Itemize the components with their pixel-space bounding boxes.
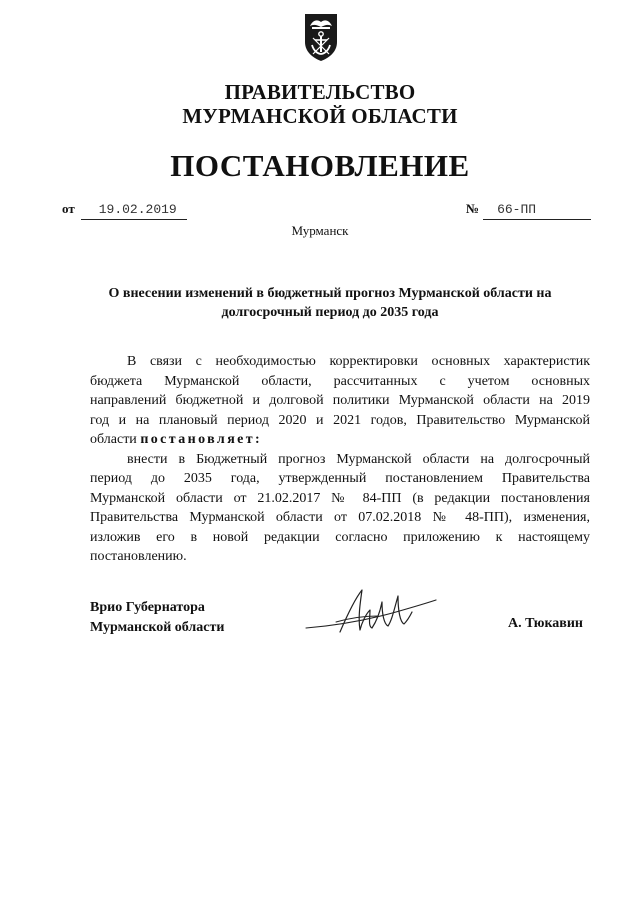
authority-line-1: ПРАВИТЕЛЬСТВО <box>224 80 416 104</box>
body-line: внести в Бюджетный прогноз Мурманской области на долгосрочный <box>127 451 590 467</box>
authority-line-2: МУРМАНСКОЙ ОБЛАСТИ <box>182 104 458 128</box>
body-line <box>90 430 590 450</box>
body-line: В связи с необходимостью корректировки основных характеристик <box>127 354 590 369</box>
murmansk-coat-of-arms-icon <box>303 12 339 62</box>
title-line-1: О внесении изменений в бюджетный прогноз Мурманской области на <box>108 286 552 301</box>
document-title <box>90 284 570 322</box>
body-line: направлений бюджетной и долговой политики Мурманской области на 2019 <box>90 393 590 408</box>
signatory-position <box>90 598 224 638</box>
number-prefix: № <box>466 201 480 216</box>
signatory-name: А. Тюкавин <box>508 616 583 631</box>
document-date: 19.02.2019 <box>81 201 187 220</box>
body-line-prefix: области <box>90 432 137 447</box>
position-line-2: Мурманской области <box>90 620 225 635</box>
body-line: Правительства Мурманской области от 07.02.2018 № 48-ПП), изменения, <box>90 510 590 525</box>
issuing-authority <box>0 80 640 128</box>
handwritten-signature-icon <box>300 582 440 644</box>
title-line-2: долгосрочный период до 2035 года <box>221 305 439 320</box>
body-line: бюджета Мурманской области, рассчитанных с учетом основных <box>90 373 590 389</box>
document-number-field <box>466 200 591 220</box>
body-line: год и на плановый период 2020 и 2021 годов, Правительство Мурманской <box>90 412 590 428</box>
body-line: постановлению. <box>90 549 187 564</box>
document-number: 66-ПП <box>483 201 591 220</box>
position-line-1: Врио Губернатора <box>90 600 205 615</box>
document-type: ПОСТАНОВЛЕНИЕ <box>170 148 470 183</box>
city-name: Мурманск <box>291 223 349 238</box>
body-line: изложив его в новой редакции согласно приложению к настоящему <box>90 529 590 545</box>
body-line: период до 2035 года, утвержденный постановлением Правительства <box>90 471 590 486</box>
document-date-field <box>62 200 187 220</box>
date-prefix: от <box>62 201 75 216</box>
document-body <box>90 352 590 567</box>
resolves-word: постановляет: <box>140 432 263 447</box>
body-line: Мурманской области от 21.02.2017 № 84-ПП (в редакции постановления <box>90 490 590 506</box>
